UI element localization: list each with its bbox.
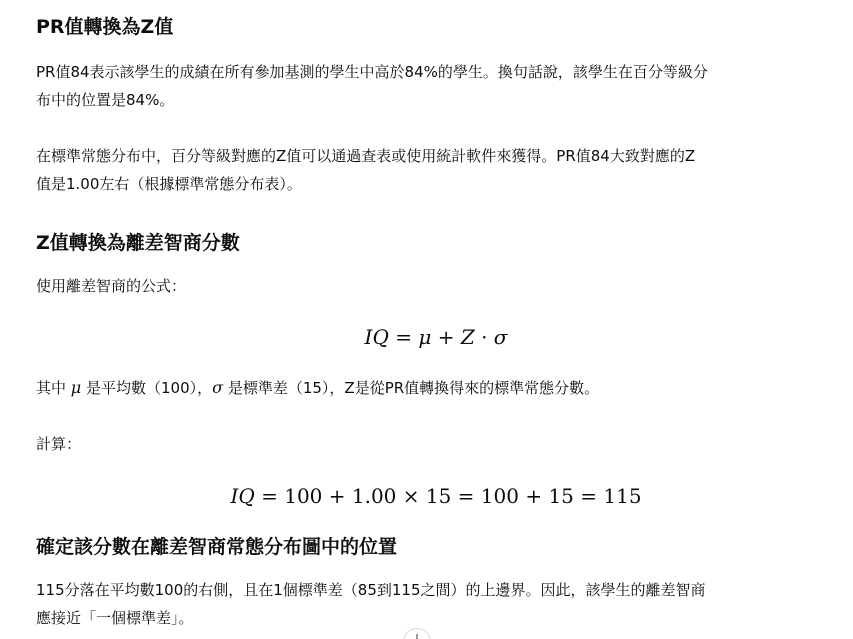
formula-plus: +: [437, 325, 455, 349]
paragraph-position-line2: 應接近「一個標準差」。: [36, 609, 194, 627]
calc-iq: IQ: [230, 484, 255, 508]
explain-mu: μ: [70, 378, 82, 397]
paragraph-position-line1: 115分落在平均數100的右側，且在1個標準差（85到115之間）的上邊界。因此，該學生的離差智商: [36, 581, 706, 599]
paragraph-position: [36, 576, 836, 632]
calc-formula: [36, 481, 836, 511]
paragraph-pr-meaning-line1: PR值84表示該學生的成績在所有參加基測的學生中高於84%的學生。換句話說，該學生在百分等級分: [36, 63, 708, 81]
paragraph-pr-meaning-line2: 布中的位置是84%。: [36, 91, 175, 109]
paragraph-z-lookup-line2: 值是1.00左右（根據標準常態分布表）。: [36, 175, 302, 193]
paragraph-formula-explain: [36, 374, 836, 402]
explain-sigma: σ: [212, 378, 224, 397]
formula-mu: μ: [418, 325, 432, 349]
explain-part1: 是平均數（100），: [85, 379, 213, 397]
heading-z-to-iq: Z值轉換為離差智商分數: [36, 232, 240, 254]
formula-z: Z: [460, 325, 475, 349]
paragraph-z-lookup-line1: 在標準常態分布中，百分等級對應的Z值可以通過查表或使用統計軟件來獲得。PR值84大致對應的Z: [36, 147, 696, 165]
formula-sigma: σ: [493, 325, 508, 349]
heading-position: 確定該分數在離差智商常態分布圖中的位置: [36, 536, 398, 558]
paragraph-pr-meaning: [36, 58, 836, 114]
formula-iq: IQ: [364, 325, 389, 349]
heading-pr-to-z: PR值轉換為Z值: [36, 16, 174, 38]
formula-equals: =: [395, 325, 412, 349]
formula-dot: ·: [481, 325, 488, 349]
iq-formula: [36, 322, 836, 352]
calc-expression: = 100 + 1.00 × 15 = 100 + 15 = 115: [261, 484, 642, 508]
paragraph-calc-label: 計算：: [36, 435, 82, 453]
paragraph-formula-intro: 使用離差智商的公式：: [36, 277, 187, 295]
explain-prefix: 其中: [36, 379, 67, 397]
explain-part2: 是標準差（15），Z是從PR值轉換得來的標準常態分數。: [227, 379, 600, 397]
paragraph-z-lookup: [36, 142, 836, 198]
